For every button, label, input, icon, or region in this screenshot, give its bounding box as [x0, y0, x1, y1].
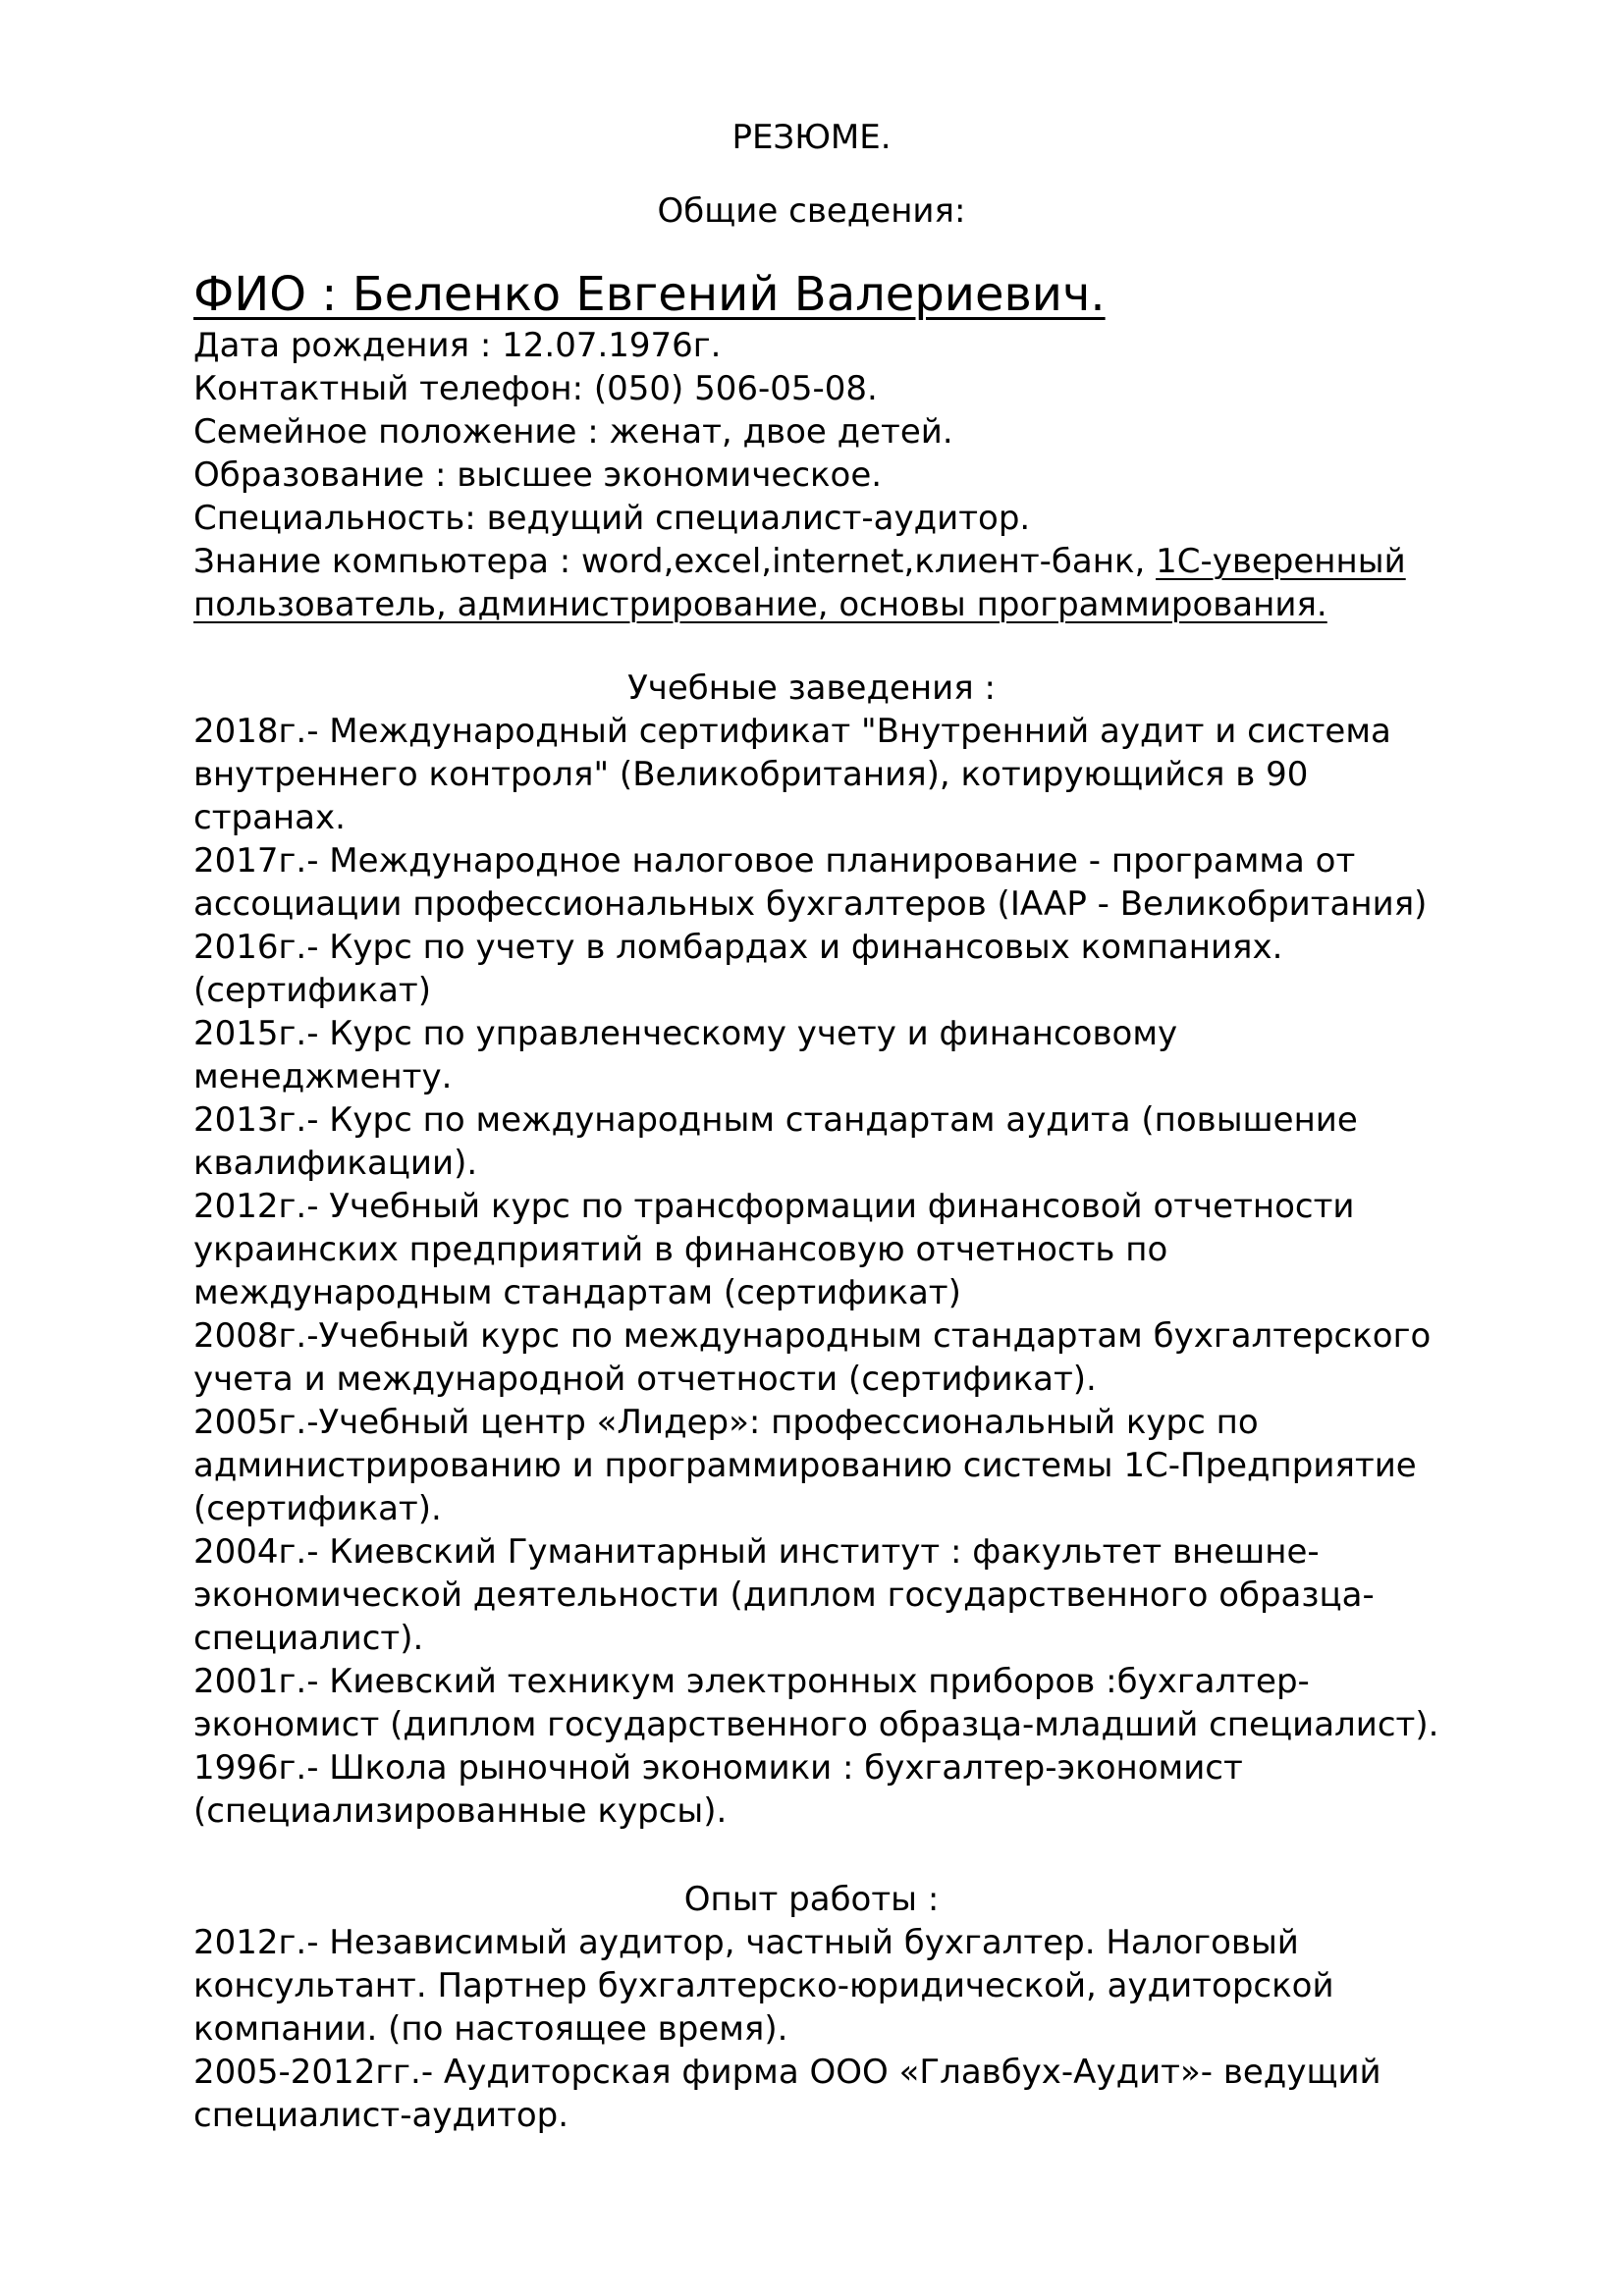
education-line: 2017г.- Международное налоговое планирование - программа от: [193, 841, 1356, 881]
birth-date: Дата рождения : 12.07.1976г.: [193, 326, 722, 365]
education-line: (специализированные курсы).: [193, 1791, 728, 1831]
education-line: украинских предприятий в финансовую отчетность по: [193, 1230, 1168, 1269]
experience-line: специалист-аудитор.: [193, 2096, 569, 2135]
education-line: 2012г.- Учебный курс по трансформации финансовой отчетности: [193, 1187, 1355, 1226]
education-line: учета и международной отчетности (сертификат).: [193, 1360, 1097, 1399]
education-line: 2005г.-Учебный центр «Лидер»: профессиональный курс по: [193, 1403, 1259, 1442]
experience-list: [193, 1921, 1509, 2137]
education-line: экономической деятельности (диплом государственного образца-: [193, 1575, 1375, 1615]
specialty: Специальность: ведущий специалист-аудитор.: [193, 499, 1031, 538]
computer-skills-underlined-2: пользователь, администрирование, основы программирования.: [193, 585, 1327, 624]
contact-phone: Контактный телефон: (050) 506-05-08.: [193, 369, 878, 408]
education-line: 2008г.-Учебный курс по международным стандартам бухгалтерского: [193, 1316, 1432, 1356]
experience-heading: Опыт работы :: [683, 1880, 940, 1919]
education-line: 2013г.- Курс по международным стандартам аудита (повышение: [193, 1100, 1358, 1140]
computer-skills-plain: Знание компьютера : word,excel,internet,клиент-банк,: [193, 542, 1157, 581]
education-line: квалификации).: [193, 1144, 478, 1183]
education-line: менеджменту.: [193, 1057, 453, 1096]
education-list: [193, 710, 1509, 1833]
document-title: РЕЗЮМЕ.: [731, 118, 892, 157]
education-line: экономист (диплом государственного образца-младший специалист).: [193, 1705, 1439, 1744]
general-info-heading: Общие сведения:: [657, 191, 966, 231]
education-line: 2016г.- Курс по учету в ломбардах и финансовых компаниях.: [193, 928, 1283, 967]
education-level: Образование : высшее экономическое.: [193, 455, 883, 495]
education-line: 2015г.- Курс по управленческому учету и финансовому: [193, 1014, 1178, 1053]
education-line: администрированию и программированию системы 1С-Предприятие: [193, 1446, 1417, 1485]
education-heading: Учебные заведения :: [627, 668, 996, 708]
computer-skills-line-2: [193, 583, 1509, 626]
education-line: 2001г.- Киевский техникум электронных приборов :бухгалтер-: [193, 1662, 1310, 1701]
education-line: (сертификат).: [193, 1489, 442, 1528]
full-name: ФИО : Беленко Евгений Валериевич.: [193, 267, 1106, 322]
education-line: 2004г.- Киевский Гуманитарный институт : факультет внешне-: [193, 1532, 1320, 1572]
personal-info: [193, 324, 1509, 626]
education-line: ассоциации профессиональных бухгалтеров (IAAP - Великобритания): [193, 884, 1428, 924]
computer-skills-line-1: [193, 540, 1509, 583]
education-line: 2018г.- Международный сертификат "Внутренний аудит и система: [193, 712, 1391, 751]
experience-line: консультант. Партнер бухгалтерско-юридической, аудиторской: [193, 1966, 1334, 2005]
computer-skills-underlined-1: 1С-уверенный: [1156, 542, 1406, 581]
education-line: 1996г.- Школа рыночной экономики : бухгалтер-экономист: [193, 1748, 1243, 1788]
education-line: внутреннего контроля" (Великобритания), котирующийся в 90: [193, 755, 1309, 794]
experience-line: 2005-2012гг.- Аудиторская фирма ООО «Главбух-Аудит»- ведущий: [193, 2053, 1381, 2092]
education-line: специалист).: [193, 1619, 424, 1658]
education-line: (сертификат): [193, 971, 431, 1010]
marital-status: Семейное положение : женат, двое детей.: [193, 412, 953, 452]
education-line: международным стандартам (сертификат): [193, 1273, 961, 1312]
education-line: странах.: [193, 798, 346, 837]
experience-line: 2012г.- Независимый аудитор, частный бухгалтер. Налоговый: [193, 1923, 1299, 1962]
experience-line: компании. (по настоящее время).: [193, 2009, 788, 2049]
